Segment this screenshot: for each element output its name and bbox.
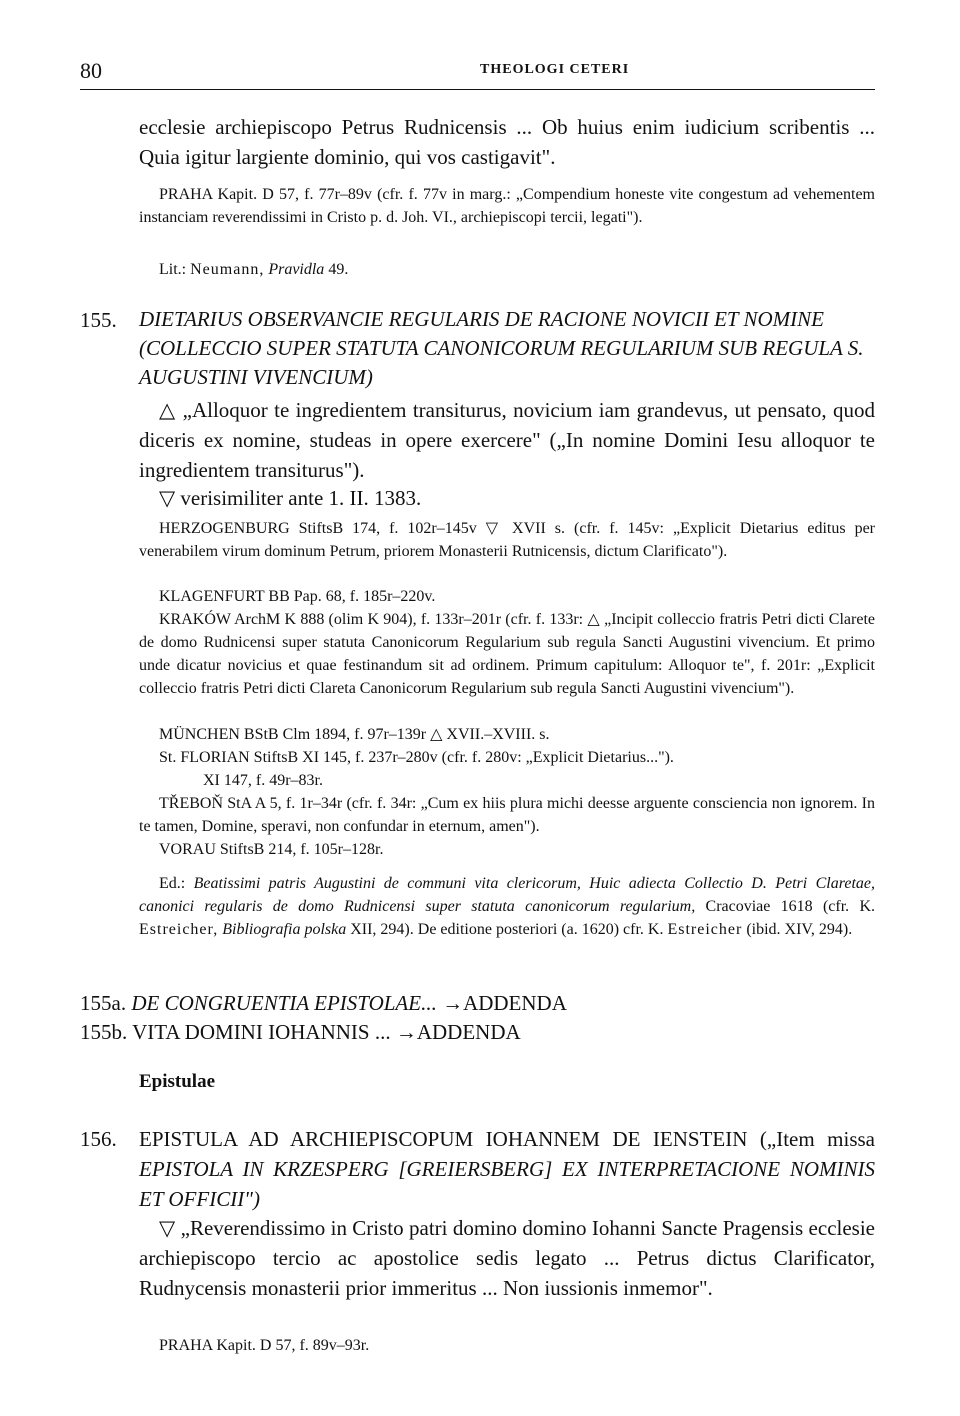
title-italic: EPISTOLA IN KRZESPERG [GREIERSBERG] EX INTERPRETACIONE NOMINIS ET OFFICII") xyxy=(139,1157,875,1211)
section-heading: Epistulae xyxy=(139,1071,216,1092)
ms-vorau: VORAU StiftsB 214, f. 105r–128r. xyxy=(159,841,384,858)
carryover-text: ecclesie archiepiscopo Petrus Rudnicensis ... Ob huius enim iudicium scribentis ... Quia igitur largiente dominio, qui vos castigavit". xyxy=(139,115,875,169)
ed-place: Cracoviae 1618 (cfr. K. xyxy=(705,898,876,915)
addenda-155b xyxy=(80,1018,521,1046)
lit-ref: 49. xyxy=(328,261,349,278)
ms-herzogenburg: HERZOGENBURG StiftsB 174, f. 102r–145v ▽ XVII s. (cfr. f. 145v: „Explicit Dietarius editus per venerabilem virum dominum Petrum, priorem Monasterii Rutnicensis, dictum Clarificato"). xyxy=(139,520,875,560)
entry-155-date xyxy=(139,483,875,513)
entry-155-title: DIETARIUS OBSERVANCIE REGULARIS DE RACIONE NOVICII ET NOMINE (COLLECCIO SUPER STATUTA CANONICORUM REGULARIUM SUB REGULA S. AUGUSTINI VIVENCIUM) xyxy=(139,307,864,389)
ed-title: Beatissimi patris Augustini de communi vita clericorum, Huic adiecta Collectio D. Petri Claretae, canonici regularis de domo Rudnicensi super statuta canonicorum regularium, xyxy=(139,875,876,915)
header-rule xyxy=(80,89,875,90)
addenda-label: ADDENDA xyxy=(463,991,567,1015)
entry-156-number: 156. xyxy=(80,1127,117,1151)
entry-155-incipit xyxy=(139,395,875,485)
arrow-right-icon: → xyxy=(395,1020,417,1044)
addenda-title: DE CONGRUENTIA EPISTOLAE... xyxy=(131,991,437,1015)
incipit-text: „Reverendissimo in Cristo patri domino domino Iohanni Sancte Pragensis ecclesie archiepiscopo tercio ac apostolice sedis legato ... Petrus dictus Clarificator, Rudnycensis monasterii prior immeritus ... Non iussionis inmemor". xyxy=(139,1216,875,1300)
entry-156-title xyxy=(139,1124,875,1214)
ed-end: (ibid. XIV, 294). xyxy=(746,921,853,938)
entry-156-ms: PRAHA Kapit. D 57, f. 89v–93r. xyxy=(159,1337,370,1354)
ms-munchen: MÜNCHEN BStB Clm 1894, f. 97r–139r △ XVII.–XVIII. s. xyxy=(159,726,550,743)
addenda-label: ADDENDA xyxy=(416,1020,521,1044)
triangle-down-icon: ▽ xyxy=(159,486,176,510)
ed-label: Ed.: xyxy=(159,875,186,892)
lit-author: Neumann, xyxy=(190,261,265,278)
ed-author-2: Estreicher xyxy=(667,921,743,938)
lit-work: Pravidla xyxy=(268,261,325,278)
ms-st-florian-2: XI 147, f. 49r–83r. xyxy=(203,772,323,789)
date-text: verisimiliter ante 1. II. 1383. xyxy=(180,486,422,510)
addenda-number: 155b. xyxy=(80,1020,128,1044)
carryover-lit xyxy=(139,258,875,281)
ed-bibliography: Bibliografia polska xyxy=(222,921,347,938)
entry-156-incipit xyxy=(139,1213,875,1303)
addenda-title: VITA DOMINI IOHANNIS ... xyxy=(132,1020,391,1044)
title-plain: EPISTULA AD ARCHIEPISCOPUM IOHANNEM DE IENSTEIN („Item missa xyxy=(139,1127,875,1151)
ed-rest: XII, 294). De editione posteriori (a. 1620) cfr. K. xyxy=(350,921,664,938)
ms-trebon: TŘEBOŇ StA A 5, f. 1r–34r (cfr. f. 34r: „Cum ex hiis plura michi deesse arguente consciencia non ignorem. In te tamen, Domine, speravi, non confundar in eternum, amen"). xyxy=(139,795,875,835)
ms-klagenfurt: KLAGENFURT BB Pap. 68, f. 185r–220v. xyxy=(159,588,436,605)
ms-krakow: KRAKÓW ArchM K 888 (olim K 904), f. 133r–201r (cfr. f. 133r: △ „Incipit colleccio fratris Petri dicti Clarete de domo Rudnicensi super statuta Canonicorum Regularium sub regula Sancti Augustini vivencium. Et primo unde dicatur novicius et quae festinandum sit ad ordinem. Primum capitulum: Alloquor te", f. 201r: „Explicit colleccio fratris Petri dicti Clareta Canonicorum Regularium sub regula Sancti Augustini vivencium"). xyxy=(139,611,875,697)
incipit-text: „Alloquor te ingredientem transiturus, novicium iam grandevus, ut pensato, quod diceris ex nomine, studeas in opere exercere" („In nomine Domini Iesu alloquor te ingredientem transiturus"). xyxy=(139,398,876,482)
running-title: THEOLOGI CETERI xyxy=(480,62,630,77)
ms-st-florian: St. FLORIAN StiftsB XI 145, f. 237r–280v (cfr. f. 280v: „Explicit Dietarius..."). xyxy=(159,749,674,766)
ed-author-1: Estreicher, xyxy=(139,921,219,938)
triangle-down-icon: ▽ xyxy=(159,1216,176,1240)
arrow-right-icon: → xyxy=(442,991,464,1015)
carryover-ms: PRAHA Kapit. D 57, f. 77r–89v (cfr. f. 77v in marg.: „Compendium honeste vite congestum ad vehementem instanciam reverendissimi in Cristo p. d. Joh. VI., archiepiscopi tercii, legati"). xyxy=(139,186,875,226)
lit-label: Lit.: xyxy=(159,261,187,278)
addenda-155a xyxy=(80,989,567,1017)
addenda-number: 155a. xyxy=(80,991,127,1015)
edition-note xyxy=(139,872,875,941)
page-number: 80 xyxy=(80,58,102,83)
entry-155-number: 155. xyxy=(80,308,117,332)
triangle-up-icon: △ xyxy=(159,398,177,422)
page-header xyxy=(80,58,875,90)
